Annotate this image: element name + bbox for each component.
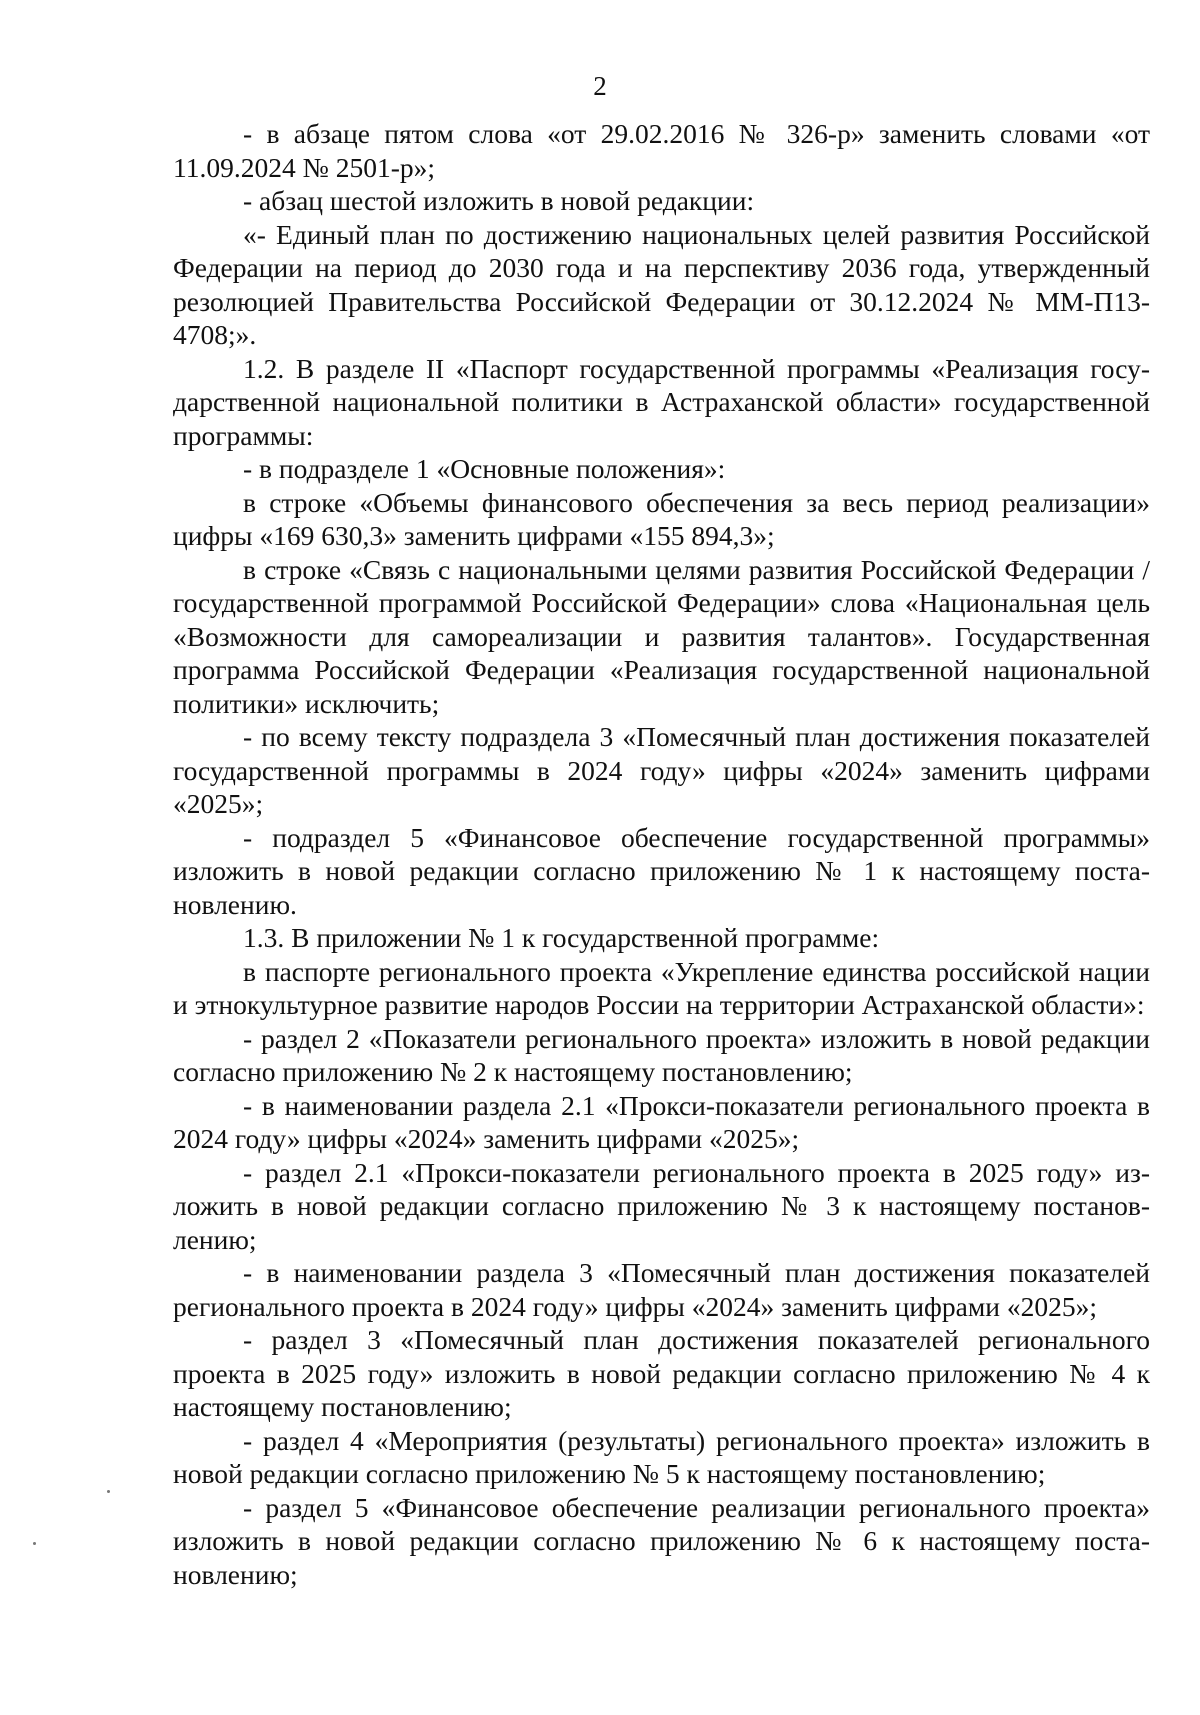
paragraph-2: - абзац шестой изложить в новой редакции:	[243, 185, 755, 216]
page-number: 2	[593, 71, 607, 101]
scan-speck	[107, 1490, 110, 1493]
paragraph-4: 1.2. В разделе II «Паспорт государственной программы «Реализация государственной национальной политики в Астраханской области» государственной программы:	[173, 352, 1150, 451]
paragraph-16: - раздел 3 «Помесячный план достижения показателей регионального проекта в 2025 году» изложить в новой редакции согласно приложению № 4 к настоящему постановлению;	[173, 1324, 1150, 1422]
paragraph-8: - по всему тексту подраздела 3 «Помесячный план достижения показателей государственной программы в 2024 году» цифры «2024» заменить цифрами «2025»;	[173, 721, 1150, 819]
paragraph-10: 1.3. В приложении № 1 к государственной программе:	[243, 922, 880, 953]
paragraph-15: - в наименовании раздела 3 «Помесячный план достижения показателей регионального проекта в 2024 году» цифры «2024» заменить цифрами «2025»;	[173, 1257, 1150, 1322]
paragraph-5: - в подразделе 1 «Основные положения»:	[243, 453, 726, 484]
paragraph-13: - в наименовании раздела 2.1 «Прокси-показатели регионального проекта в 2024 году» цифры «2024» заменить цифрами «2025»;	[173, 1089, 1150, 1154]
scan-speck	[33, 1542, 36, 1545]
paragraph-1: - в абзаце пятом слова «от 29.02.2016 № 326-р» заменить словами «от 11.09.2024 № 2501-р»;	[173, 118, 1150, 183]
paragraph-6: в строке «Объемы финансового обеспечения за весь период реализации» цифры «169 630,3» заменить цифрами «155 894,3»;	[173, 486, 1150, 551]
paragraph-7: в строке «Связь с национальными целями развития Российской Федерации / государственной программой Российской Федерации» слова «Национальная цель «Возможности для самореализации и развития талантов». Государственная программа Российской Федерации «Реализация государственной национальной политики» исключить;	[173, 553, 1150, 719]
paragraph-9: - подраздел 5 «Финансовое обеспечение государственной программы» изложить в новой редакции согласно приложению № 1 к настоящему постановлению.	[173, 821, 1150, 920]
paragraph-12: - раздел 2 «Показатели регионального проекта» изложить в новой редакции согласно приложению № 2 к настоящему постановлению;	[173, 1022, 1150, 1087]
document-body	[173, 117, 1150, 1591]
paragraph-14: - раздел 2.1 «Прокси-показатели регионального проекта в 2025 году» изложить в новой редакции согласно приложению № 3 к настоящему постановлению;	[173, 1156, 1150, 1255]
paragraph-11: в паспорте регионального проекта «Укрепление единства российской нации и этнокультурное развитие народов России на территории Астраханской области»:	[173, 955, 1150, 1020]
paragraph-3: «- Единый план по достижению национальных целей развития Российской Федерации на период до 2030 года и на перспективу 2036 года, утвержденный резолюцией Правительства Российской Федерации от 30.12.2024 № ММ-П13-4708;».	[173, 218, 1150, 350]
paragraph-18: - раздел 5 «Финансовое обеспечение реализации регионального проекта» изложить в новой редакции согласно приложению № 6 к настоящему постановлению;	[173, 1491, 1150, 1590]
paragraph-17: - раздел 4 «Мероприятия (результаты) регионального проекта» изложить в новой редакции согласно приложению № 5 к настоящему постановлению;	[173, 1424, 1150, 1489]
